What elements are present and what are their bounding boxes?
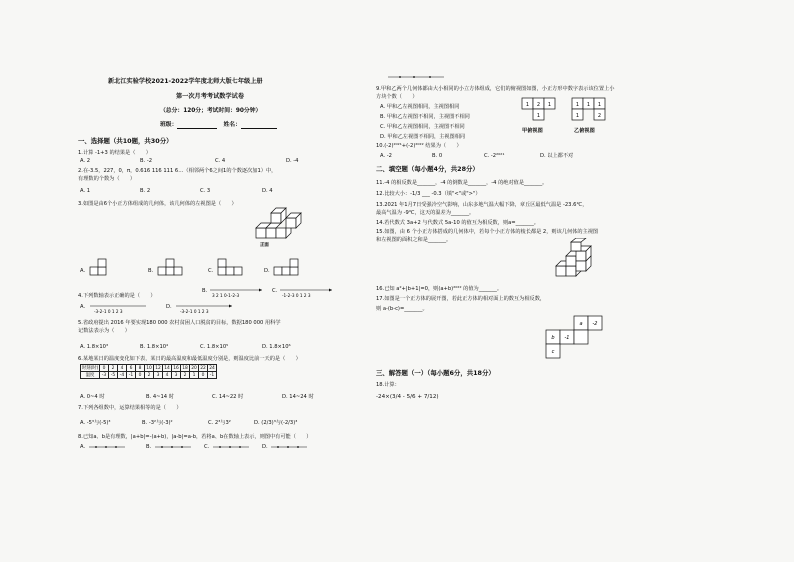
q10-option-a[interactable]: A. -2 [380, 153, 392, 159]
grid-cell: 1 [575, 113, 580, 119]
q8-option-c[interactable]: C. [204, 444, 210, 450]
question-2-line2: 有理数的个数为（ ） [78, 176, 136, 182]
net-cell: c [551, 349, 555, 355]
q4-axis-a [88, 301, 148, 315]
q5-option-d[interactable]: D. 1.8×10⁶ [262, 344, 291, 350]
q3-option-c[interactable]: C. [208, 268, 214, 274]
q2-option-a[interactable]: A. 1 [80, 188, 91, 194]
q3-option-d[interactable]: D. [264, 268, 270, 274]
q18-expression: -24×(3/4 - 5/6 + 7/12) [376, 394, 439, 400]
q5-option-a[interactable]: A. 1.8×10³ [80, 344, 109, 350]
q4-axis-d [174, 301, 234, 315]
question-1: 1.计算 -1+3 的结果是（ ） [78, 150, 151, 156]
q2-option-b[interactable]: B. 2 [140, 188, 151, 194]
q5-option-b[interactable]: B. 1.8×10⁴ [140, 344, 169, 350]
table-cell: 2 [181, 372, 190, 379]
question-15-line2: 和左视图的面积之和是_______。 [376, 237, 452, 243]
q3-option-b[interactable]: B. [148, 268, 154, 274]
table-cell: 16 [173, 365, 179, 371]
q9-option-c[interactable]: C. 甲和乙左视图相同，主视图不相同 [380, 124, 465, 130]
question-17-line2: 则 a-(b-c)=_______。 [376, 306, 428, 312]
table-cell: 18 [182, 365, 188, 371]
q4-axis-c [278, 285, 334, 299]
q6-option-c[interactable]: C. 14~22 时 [212, 394, 244, 400]
q4-axis-b-labels: 3 2 1 0-1-2-3 [212, 293, 240, 298]
table-cell: 3 [154, 372, 163, 379]
q8-axis-b [154, 442, 192, 452]
question-4: 4.下列数轴表示正确的是（ ） [78, 293, 156, 299]
class-field[interactable] [160, 122, 277, 129]
q7-option-c[interactable]: C. 2³与3² [208, 420, 231, 426]
q6-temperature-table [80, 364, 217, 379]
section2-heading: 二、填空题（每小题4分，共28分） [376, 165, 479, 173]
question-14: 14.若代数式 3a+2 与代数式 5a-10 的值互为相反数，则a=_______。 [376, 220, 539, 226]
q6-option-a[interactable]: A. 0~4 时 [80, 394, 105, 400]
table-cell: -1 [208, 372, 217, 379]
q1-option-a[interactable]: A. 2 [80, 158, 91, 164]
q7-option-d[interactable]: D. (2/3)³与(-2/3)³ [254, 420, 298, 426]
q8-axis-a [88, 442, 126, 452]
net-cell: -2 [592, 321, 598, 327]
net-cell: -1 [564, 335, 570, 341]
question-8: 8.已知a、b是有理数，|a+b|=-(a+b)，|a-b|=a-b，若将a、b在数轴上表示，则图中有可能（ ） [78, 434, 312, 440]
table-cell: 6 [127, 365, 136, 372]
question-9-line2: 方块个数（ ） [376, 94, 418, 100]
q9-label-a: 甲俯视图 [522, 128, 543, 134]
q8-option-d[interactable]: D. [262, 444, 268, 450]
question-18: 18.计算： [376, 382, 400, 388]
table-cell: 8 [136, 365, 145, 372]
q10-option-d[interactable]: D. 以上都不对 [540, 153, 574, 159]
table-cell: 14 [164, 365, 170, 371]
table-cell: -4 [118, 372, 127, 379]
q8-axis-c [212, 442, 250, 452]
table-cell: -3 [100, 372, 109, 379]
table-cell: 4 [163, 372, 172, 379]
grid-cell: 1 [575, 102, 580, 108]
q4-option-a[interactable]: A. [80, 304, 86, 310]
q9-grid-b [570, 96, 610, 122]
grid-cell: 1 [586, 102, 591, 108]
grid-cell: 2 [597, 113, 602, 119]
q9-option-a[interactable]: A. 甲和乙左视图相同，主视图相同 [380, 104, 460, 110]
q2-option-c[interactable]: C. 3 [200, 188, 211, 194]
q4-axis-a-labels: -3-2-1 0 1 2 3 [94, 309, 123, 314]
table-cell: 2 [145, 372, 154, 379]
table-row [81, 372, 217, 379]
q5-option-c[interactable]: C. 1.8×10⁵ [200, 344, 229, 350]
q3-option-c-shape [216, 257, 244, 277]
table-cell: -5 [109, 372, 118, 379]
table-row [81, 365, 217, 372]
q3-option-a-shape [88, 257, 114, 277]
q8-option-b[interactable]: B. [146, 444, 152, 450]
q3-front-label: 正面 [260, 243, 269, 248]
question-11: 11.-4 的相反数是_______，-4 的倒数是_______，-4 的绝对值是_______。 [376, 180, 548, 186]
exam-title: 第一次月考考试数学试卷 [176, 93, 245, 100]
section3-heading: 三、解答题（一）（每小题6分，共18分） [376, 369, 495, 377]
q3-option-d-shape [272, 257, 300, 277]
question-15: 15.如图，由 6 个小正方体搭成的几何体中，若每个小正方体的棱长都是 2，则该几何体的主视图 [376, 229, 599, 235]
table-cell: 温度 [81, 372, 100, 379]
question-17: 17.如图是一个正方体的展开图，若此正方体的相对面上的数互为相反数， [376, 296, 546, 302]
table-cell: 时刻(时) [81, 366, 99, 371]
table-cell: 20 [191, 365, 197, 371]
question-3: 3.如图是由6个小正方体组成的几何体，该几何体的左视图是（ ） [78, 201, 237, 207]
q8-continued-axis [386, 72, 446, 82]
question-9: 9.甲和乙两个几何体都由大小相同的小立方体组成，它们的俯视图如图，小正方形中数字表示该位置上小 [376, 86, 615, 92]
q7-option-b[interactable]: B. -3²与(-3)² [142, 420, 173, 426]
grid-cell: 1 [536, 113, 541, 119]
q4-option-b[interactable]: B. [202, 288, 208, 294]
name-label: 姓名： [223, 122, 241, 128]
table-cell: 0 [136, 372, 145, 379]
q1-option-b[interactable]: B. -2 [140, 158, 153, 164]
q17-cube-net [544, 314, 608, 362]
q8-option-a[interactable]: A. [80, 444, 86, 450]
table-cell: 22 [200, 365, 206, 371]
q2-option-d[interactable]: D. 4 [262, 188, 273, 194]
grid-cell: 1 [525, 102, 530, 108]
table-cell: 4 [118, 365, 127, 372]
table-cell: 24 [209, 365, 215, 371]
question-13-line2: 最高气温为 -9℃，这天的温差为_______。 [376, 210, 475, 216]
section1-heading: 一、选择题（共10题，共30分） [78, 137, 173, 145]
question-10: 10.(-2)²⁰²¹+(-2)²⁰²² 结果为（ ） [376, 143, 462, 149]
q6-option-b[interactable]: B. 4~14 时 [146, 394, 174, 400]
school-title: 新北江实验学校2021-2022学年度北师大版七年级上册 [108, 78, 263, 85]
q9-label-b: 乙俯视图 [574, 128, 595, 134]
question-5: 5.省政府提出 2016 年要实现180 000 农村贫困人口脱贫的目标，数据180 000 用科学 [78, 320, 281, 326]
q9-grid-a [520, 96, 560, 122]
question-5-line2: 记数法表示为（ ） [78, 328, 130, 334]
grid-cell: 2 [536, 102, 541, 108]
net-cell: b [551, 335, 555, 341]
table-cell: 10 [146, 365, 152, 371]
table-cell: 12 [155, 365, 161, 371]
question-16: 16.已知 a²+|b+1|=0，则(a+b)²⁰²² 的值为_______。 [376, 286, 503, 292]
score-info: （总分：120分；考试时间：90分钟） [160, 108, 262, 114]
class-label: 班级： [160, 122, 178, 128]
table-cell: -1 [127, 372, 136, 379]
grid-cell: 1 [547, 102, 552, 108]
question-6: 6.某地某日的温度变化如下表，某日的最高温度和最低温度分别是，则温度比前一天的是（ ） [78, 356, 301, 362]
q3-option-a[interactable]: A. [80, 268, 86, 274]
q10-option-b[interactable]: B. 0 [432, 153, 443, 159]
q15-block-figure [552, 238, 600, 284]
table-cell: 0 [100, 365, 109, 372]
grid-cell: 1 [597, 102, 602, 108]
q1-option-d[interactable]: D. -4 [286, 158, 299, 164]
q4-axis-c-labels: -1-2-3 0 1 2 3 [282, 293, 311, 298]
q3-block-figure [252, 206, 310, 248]
q7-option-a[interactable]: A. -5³与(-5)³ [80, 420, 111, 426]
question-7: 7.下列各组数中，运算结果相等的是（ ） [78, 405, 182, 411]
table-cell: 2 [109, 365, 118, 372]
q1-option-c[interactable]: C. 4 [215, 158, 226, 164]
q6-option-d[interactable]: D. 14~24 时 [282, 394, 314, 400]
q10-option-c[interactable]: C. -2²⁰²¹ [484, 153, 505, 159]
table-cell: 0 [199, 372, 208, 379]
q4-axis-b [208, 285, 264, 299]
question-13: 13.2021 年1月7日受强冷空气影响，山东多地气温大幅下降，章丘区最低气温是 -23.6℃， [376, 202, 588, 208]
table-cell: 3 [172, 372, 181, 379]
q4-option-d[interactable]: D. [166, 304, 172, 310]
q8-axis-d [270, 442, 308, 452]
q9-option-b[interactable]: B. 甲和乙左视图不相同，主视图不相同 [380, 114, 470, 120]
question-12: 12.比较大小：-1/3 ___ -0.3（填"<"或">"） [376, 191, 481, 197]
question-2: 2.在-3.5，227，0，π，0.616 116 111 6…（相邻两个6之间1的个数逐次加1）中， [78, 168, 277, 174]
q4-option-c[interactable]: C. [272, 288, 278, 294]
q9-option-d[interactable]: D. 甲和乙左视图不相同，主视图相同 [380, 134, 466, 140]
q3-option-b-shape [156, 257, 184, 277]
q4-axis-d-labels: -3-2-1 0 1 2 3 [180, 309, 209, 314]
net-cell: a [579, 321, 583, 327]
table-cell: 1 [190, 372, 199, 379]
